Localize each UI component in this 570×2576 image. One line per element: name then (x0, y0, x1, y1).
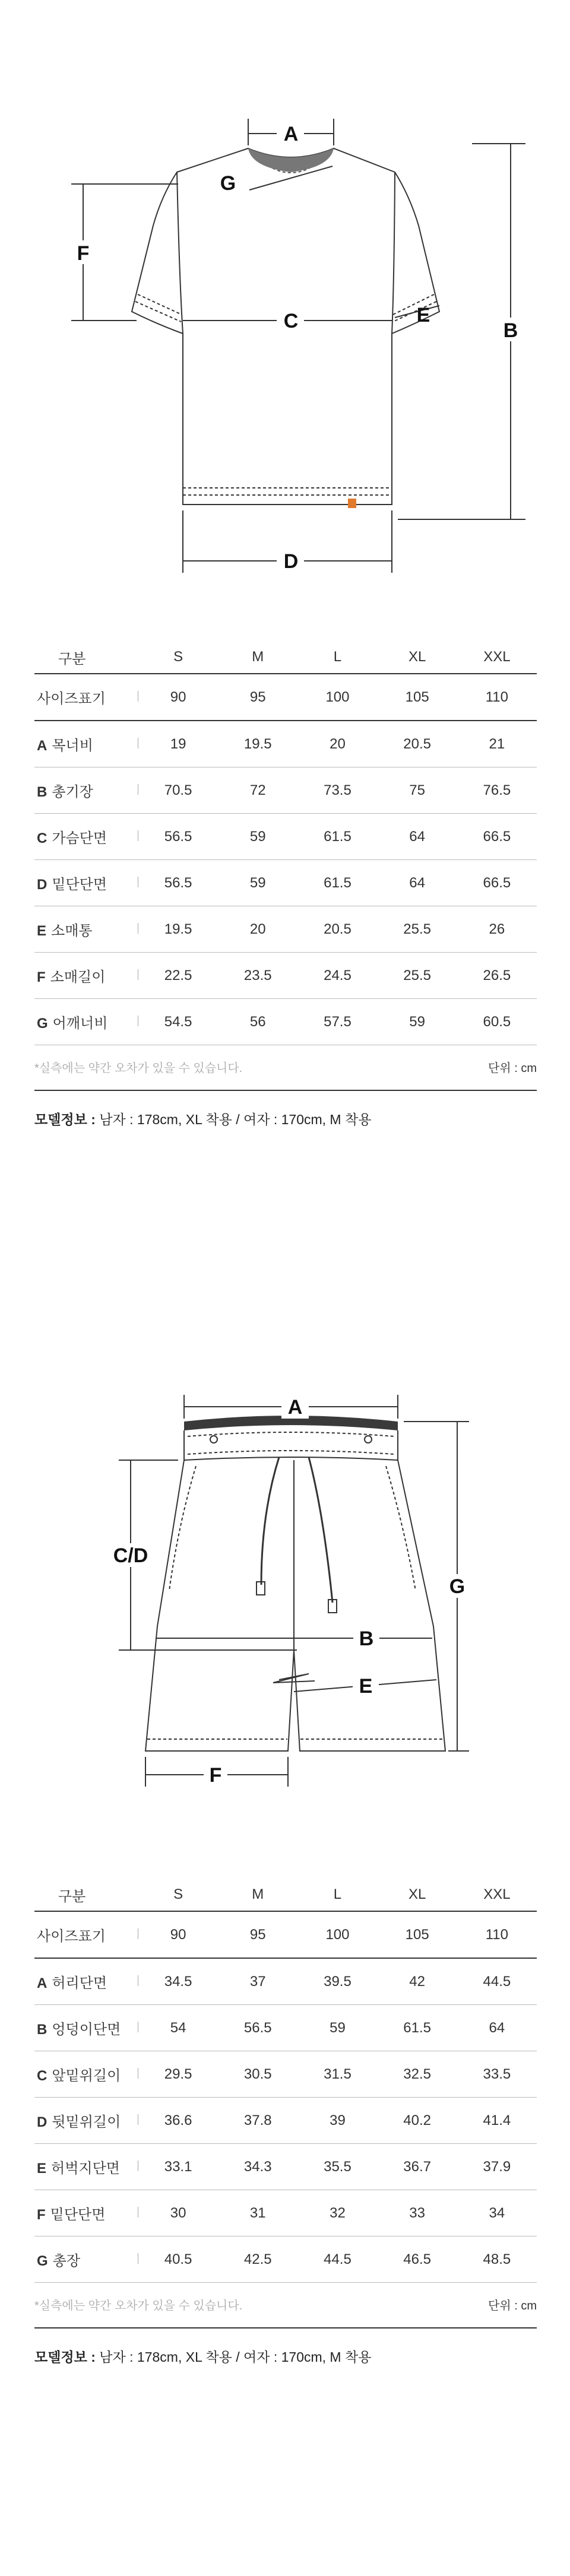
row-label: A 목너비 (34, 721, 138, 767)
table-cell: 66.5 (457, 860, 537, 906)
model-info (34, 2328, 537, 2366)
label-g: G (449, 1575, 466, 1598)
table-cell: 33 (378, 2190, 457, 2236)
header-s: S (138, 641, 218, 674)
table-cell: 95 (218, 674, 297, 721)
table-cell: 60.5 (457, 999, 537, 1045)
table-row (34, 953, 537, 999)
row-label: F 밑단단면 (34, 2190, 138, 2236)
row-label: G 어깨너비 (34, 999, 138, 1045)
table-header-row (34, 641, 537, 674)
tshirt-diagram (0, 101, 570, 588)
table-cell: 24.5 (297, 953, 377, 999)
row-label: B 총기장 (34, 767, 138, 814)
table-cell: 34.3 (218, 2144, 297, 2190)
table-row (34, 1958, 537, 2005)
table-row (34, 2144, 537, 2190)
header-l: L (297, 1879, 377, 1911)
table-row (34, 2098, 537, 2144)
header-xxl: XXL (457, 641, 537, 674)
table-cell: 19.5 (138, 906, 218, 953)
table-cell: 64 (378, 860, 457, 906)
table-row (34, 767, 537, 814)
model-info-label: 모델정보 : (34, 1112, 96, 1127)
label-e: E (416, 304, 430, 326)
note-row (34, 2283, 537, 2328)
row-label: D 뒷밑위길이 (34, 2098, 138, 2144)
label-c: C (283, 310, 299, 332)
header-xl: XL (378, 641, 457, 674)
label-a: A (287, 1396, 303, 1419)
table-cell: 19.5 (218, 721, 297, 767)
table-cell: 64 (457, 2005, 537, 2051)
table-cell: 20 (297, 721, 377, 767)
table-cell: 61.5 (297, 860, 377, 906)
label-cd: C/D (113, 1544, 148, 1567)
row-label: G 총장 (34, 2236, 138, 2283)
label-f: F (209, 1764, 222, 1787)
table-cell: 23.5 (218, 953, 297, 999)
table-cell: 34.5 (138, 1958, 218, 2005)
table-cell: 57.5 (297, 999, 377, 1045)
row-label: A 허리단면 (34, 1958, 138, 2005)
table-cell: 34 (457, 2190, 537, 2236)
table-cell: 100 (297, 674, 377, 721)
table-cell: 59 (218, 860, 297, 906)
table-cell: 32 (297, 2190, 377, 2236)
header-s: S (138, 1879, 218, 1911)
table-cell: 41.4 (457, 2098, 537, 2144)
table-row (34, 906, 537, 953)
row-label: C 앞밑위길이 (34, 2051, 138, 2098)
tshirt-size-section (34, 641, 537, 1128)
table-cell: 90 (138, 674, 218, 721)
table-row (34, 999, 537, 1045)
row-label: D 밑단단면 (34, 860, 138, 906)
table-cell: 75 (378, 767, 457, 814)
table-row (34, 814, 537, 860)
table-cell: 40.5 (138, 2236, 218, 2283)
table-cell: 22.5 (138, 953, 218, 999)
shorts-size-section (34, 1879, 537, 2366)
table-cell: 72 (218, 767, 297, 814)
table-cell: 46.5 (378, 2236, 457, 2283)
table-cell: 37.9 (457, 2144, 537, 2190)
shorts-size-table (34, 1879, 537, 2283)
table-cell: 110 (457, 1911, 537, 1958)
table-cell: 25.5 (378, 953, 457, 999)
table-cell: 26 (457, 906, 537, 953)
table-cell: 105 (378, 1911, 457, 1958)
table-cell: 33.1 (138, 2144, 218, 2190)
unit-label: 단위 : cm (488, 2299, 537, 2312)
label-d: D (283, 550, 299, 573)
table-cell: 59 (218, 814, 297, 860)
table-cell: 105 (378, 674, 457, 721)
table-cell: 33.5 (457, 2051, 537, 2098)
label-e: E (359, 1675, 373, 1698)
row-label: C 가슴단면 (34, 814, 138, 860)
row-label: E 소매통 (34, 906, 138, 953)
row-label: 사이즈표기 (34, 674, 138, 721)
table-cell: 21 (457, 721, 537, 767)
table-row (34, 2005, 537, 2051)
note-row (34, 1045, 537, 1091)
row-label: 사이즈표기 (34, 1911, 138, 1958)
table-cell: 66.5 (457, 814, 537, 860)
table-cell: 73.5 (297, 767, 377, 814)
table-cell: 30.5 (218, 2051, 297, 2098)
row-label: E 허벅지단면 (34, 2144, 138, 2190)
table-cell: 54.5 (138, 999, 218, 1045)
table-cell: 39.5 (297, 1958, 377, 2005)
table-cell: 95 (218, 1911, 297, 1958)
table-cell: 64 (378, 814, 457, 860)
measurement-note: *실측에는 약간 오차가 있을 수 있습니다. (34, 2299, 243, 2312)
measurement-note: *실측에는 약간 오차가 있을 수 있습니다. (34, 1062, 243, 1075)
table-cell: 48.5 (457, 2236, 537, 2283)
table-cell: 36.7 (378, 2144, 457, 2190)
table-cell: 56.5 (138, 860, 218, 906)
model-info (34, 1091, 537, 1128)
size-label-row (34, 674, 537, 721)
table-cell: 20.5 (378, 721, 457, 767)
header-l: L (297, 641, 377, 674)
table-cell: 54 (138, 2005, 218, 2051)
table-cell: 25.5 (378, 906, 457, 953)
model-info-text: 남자 : 178cm, XL 착용 / 여자 : 170cm, M 착용 (95, 1112, 372, 1127)
table-cell: 19 (138, 721, 218, 767)
table-cell: 30 (138, 2190, 218, 2236)
label-a: A (283, 123, 299, 145)
label-f: F (77, 242, 90, 265)
table-cell: 76.5 (457, 767, 537, 814)
table-cell: 36.6 (138, 2098, 218, 2144)
table-cell: 35.5 (297, 2144, 377, 2190)
table-cell: 110 (457, 674, 537, 721)
row-label: F 소매길이 (34, 953, 138, 999)
header-xl: XL (378, 1879, 457, 1911)
table-cell: 90 (138, 1911, 218, 1958)
table-cell: 31.5 (297, 2051, 377, 2098)
table-row (34, 721, 537, 767)
header-m: M (218, 1879, 297, 1911)
table-cell: 20 (218, 906, 297, 953)
table-cell: 20.5 (297, 906, 377, 953)
table-cell: 56 (218, 999, 297, 1045)
header-m: M (218, 641, 297, 674)
table-row (34, 860, 537, 906)
table-cell: 37 (218, 1958, 297, 2005)
table-cell: 44.5 (457, 1958, 537, 2005)
table-cell: 29.5 (138, 2051, 218, 2098)
table-row (34, 2236, 537, 2283)
table-cell: 59 (297, 2005, 377, 2051)
table-row (34, 2051, 537, 2098)
table-cell: 70.5 (138, 767, 218, 814)
table-cell: 61.5 (297, 814, 377, 860)
table-cell: 100 (297, 1911, 377, 1958)
table-cell: 42 (378, 1958, 457, 2005)
table-cell: 39 (297, 2098, 377, 2144)
table-row (34, 2190, 537, 2236)
tshirt-size-table (34, 641, 537, 1045)
label-b: B (503, 319, 518, 342)
unit-label: 단위 : cm (488, 1062, 537, 1075)
shorts-drawing (0, 1371, 570, 1804)
table-cell: 31 (218, 2190, 297, 2236)
table-cell: 44.5 (297, 2236, 377, 2283)
label-g: G (220, 172, 236, 195)
table-cell: 61.5 (378, 2005, 457, 2051)
shorts-diagram (0, 1371, 570, 1804)
table-cell: 56.5 (138, 814, 218, 860)
header-xxl: XXL (457, 1879, 537, 1911)
table-cell: 37.8 (218, 2098, 297, 2144)
model-info-text: 남자 : 178cm, XL 착용 / 여자 : 170cm, M 착용 (95, 2349, 372, 2365)
model-info-label: 모델정보 : (34, 2349, 96, 2365)
row-label: B 엉덩이단면 (34, 2005, 138, 2051)
table-cell: 56.5 (218, 2005, 297, 2051)
table-cell: 59 (378, 999, 457, 1045)
header-category: 구분 (34, 1879, 138, 1911)
table-cell: 26.5 (457, 953, 537, 999)
size-label-row (34, 1911, 537, 1958)
label-b: B (359, 1628, 374, 1650)
header-category: 구분 (34, 641, 138, 674)
tshirt-drawing (0, 101, 570, 588)
table-cell: 40.2 (378, 2098, 457, 2144)
table-cell: 32.5 (378, 2051, 457, 2098)
table-cell: 42.5 (218, 2236, 297, 2283)
table-header-row (34, 1879, 537, 1911)
